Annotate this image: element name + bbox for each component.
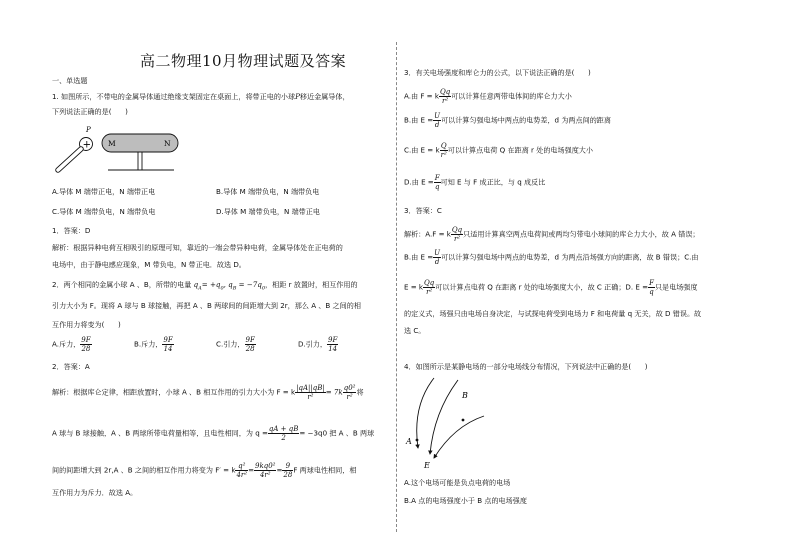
q1-stem-line2: 下列说法正确的是( ) [52, 107, 128, 116]
q2-option-d: D.引力， $\frac{9F}{14}$ [298, 336, 338, 353]
q2-stem-line3: 互作用力将变为( ) [52, 320, 121, 329]
q2-option-b: B.斥力， $\frac{9F}{14}$ [134, 336, 173, 353]
q2-stem-line1: 2．两个相同的金属小球 A 、B，所带的电量 $q_A= +q_0$, $q_B = -7q_0$，相距 r 放置时，相互作用的 [52, 280, 358, 292]
q1-figure [52, 122, 192, 182]
fig-label-b: B [462, 391, 468, 400]
q4-option-a: A.这个电场可能是负点电荷的电场 [404, 478, 511, 487]
q2-option-c: C.引力， $\frac{9F}{28}$ [216, 336, 255, 353]
q1-answer: 1．答案：D [52, 226, 91, 235]
q2-explanation-line2: A 球与 B 球接触，A 、B 两球所带电荷量相等，且电性相同，为 q = $\frac{qA + qB}{2}$ = −3q0 把 A 、B 两球 [52, 425, 375, 442]
q3-explanation-line4: 的定义式，场强只由电场自身决定，与试探电荷受到电场力 F 和电荷量 q 无关，故 D 错误。故 [404, 309, 702, 318]
q2-stem-line2: 引力大小为 F。现将 A 球与 B 球接触，再把 A 、B 两球间的间距增大到 2r，那么 A 、B 之间的相 [52, 301, 361, 310]
q2-explanation-line3: 间的间距增大到 2r,A 、B 之间的相互作用力将变为 F′ = k $\frac{\text{q²}}{\text{4r²}}$ = $\frac{\text{9kq0²}}{\text{4r²}}$ = $\frac{9}{28}$ F 两球电性相同，相 [52, 462, 357, 479]
fig-label-m: M [108, 139, 116, 148]
q1-explanation-line2: 电场中，由于静电感应现象，M 带负电，N 带正电．故选 D。 [52, 260, 246, 269]
fig-label-n: N [164, 139, 171, 148]
q1-option-d: D.导体 M 端带负电，N 端带正电 [216, 207, 320, 216]
point-b [462, 419, 465, 422]
page-title: 高二物理10月物理试题及答案 [140, 52, 347, 70]
q3-explanation-line5: 选 C。 [404, 326, 426, 335]
fig-label-a: A [406, 437, 412, 446]
q3-option-b: B.由 E = $\frac{U}{d}$ 可以计算匀强电场中两点的电势差，d 为两点间的距离 [404, 112, 611, 129]
q3-option-c: C.由 E = k $\frac{Q}{\text{r²}}$ 可以计算点电荷 Q 在距离 r 处的电场强度大小 [404, 142, 593, 159]
field-line-left [417, 378, 434, 448]
q1-option-c: C.导体 M 端带负电，N 端带负电 [52, 207, 156, 216]
section-heading: 一、单选题 [52, 76, 88, 85]
q2-explanation-line1: 解析：根据库仑定律，相距放置时，小球 A 、B 相互作用的引力大小为 F = k $\frac{|qA||qB|}{\text{r²}}$ = 7k $\frac{\text{q0²}}{\text{r²}}$ 将 [52, 384, 364, 401]
q1-option-a: A.导体 M 端带正电，N 端带正电 [52, 187, 156, 196]
q3-answer: 3．答案：C [404, 206, 442, 215]
q1-stem-line1: 1. 如图所示，不带电的金属导体通过绝缘支架固定在桌面上，将带正电的小球P移近金属导体， [52, 92, 350, 101]
fig-label-p: P [86, 126, 91, 134]
q4-option-b: B.A 点的电场强度小于 B 点的电场强度 [404, 496, 527, 505]
q2-option-a: A.斥力， $\frac{9F}{28}$ [52, 336, 91, 353]
q3-explanation-line1: 解析：A.F = k $\frac{Qq}{\text{r²}}$ 只适用计算真空两点电荷间或两均匀带电小球间的库仑力大小，故 A 错误； [404, 226, 700, 243]
fig-label-e: E [424, 461, 430, 470]
q3-stem: 3．有关电场强度和库仑力的公式，以下说法正确的是( ) [404, 68, 591, 77]
q3-option-d: D.由 E = $\frac{F}{q}$ 可知 E 与 F 成正比，与 q 成反比 [404, 174, 546, 191]
point-a [416, 439, 419, 442]
q3-option-a: A.由 F = k $\frac{Qq}{\text{r²}}$ 可以计算任意两带电体间的库仑力大小 [404, 88, 572, 105]
q1-option-b: B.导体 M 端带负电，N 端带负电 [216, 187, 320, 196]
q4-stem: 4．如图所示是某静电场的一部分电场线分布情况，下列说法中正确的是( ) [404, 362, 648, 371]
q2-answer: 2．答案：A [52, 362, 90, 371]
q3-explanation-line3: E = k $\frac{Qq}{\text{r²}}$ 可以计算点电荷 Q 在距离 r 处的电场强度大小，故 C 正确；D. E = $\frac{F}{q}$ 只是电场强度 [404, 279, 698, 296]
column-divider [396, 42, 397, 532]
field-line-right [434, 416, 484, 458]
q2-explanation-line4: 互作用力为斥力．故选 A。 [52, 488, 138, 497]
q4-field-line-figure [404, 376, 504, 472]
field-line-middle [430, 380, 458, 454]
plus-sign: + [82, 139, 91, 151]
q3-explanation-line2: B.由 E = $\frac{U}{d}$ 可以计算匀强电场中两点的电势差，d 为两点沿场强方向的距离，故 B 错误；C.由 [404, 249, 699, 266]
q1-explanation-line1: 解析：根据异种电荷互相吸引的原理可知，靠近的一端会带异种电荷，金属导体处在正电荷的 [52, 243, 343, 252]
